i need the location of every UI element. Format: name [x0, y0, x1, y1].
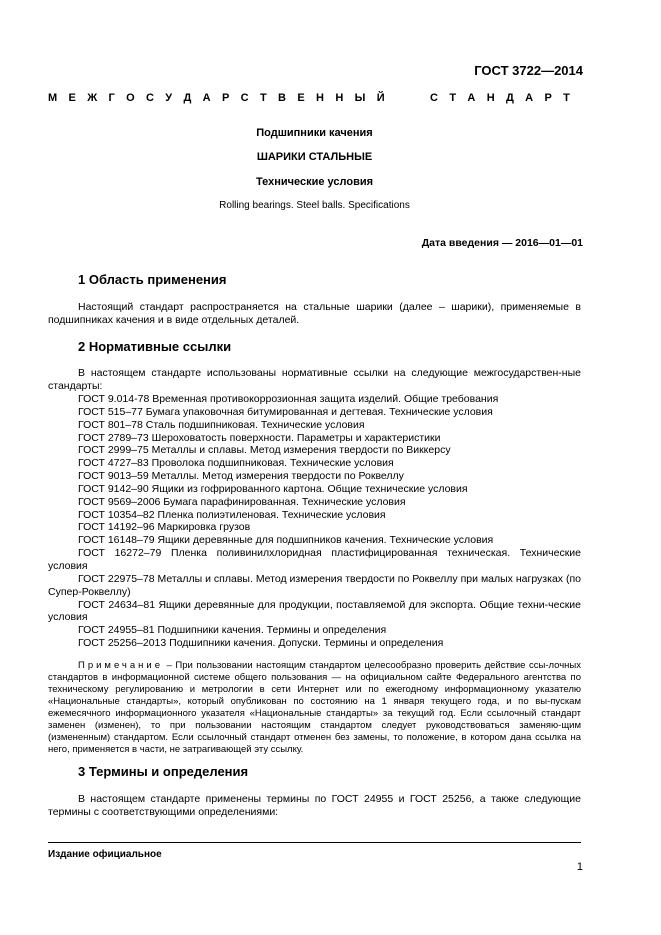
standard-type-letter: В: [278, 92, 286, 104]
standard-type-letter: Н: [335, 92, 344, 104]
reference-item: ГОСТ 16148–79 Ящики деревянные для подшипников качения. Технические условия: [78, 534, 494, 547]
standard-type-letter: У: [165, 92, 173, 104]
standard-type-label: [48, 92, 570, 104]
standard-type-letter: Р: [544, 92, 552, 104]
page-number: 1: [576, 861, 583, 873]
standard-type-letter: М: [48, 92, 58, 104]
section-2-intro: В настоящем стандарте использованы нормативные ссылки на следующие межгосударствен-ные стандарты:: [48, 367, 581, 392]
section-1-text: Настоящий стандарт распространяется на стальные шарики (далее – шарики), применяемые в подшипниках качения и в виде отдельных деталей.: [48, 301, 581, 326]
reference-item: ГОСТ 9.014-78 Временная противокоррозионная защита изделий. Общие требования: [78, 393, 499, 405]
reference-item: ГОСТ 9013–59 Металлы. Метод измерения твердости по Роквеллу: [78, 470, 404, 483]
introduction-date: Дата введения — 2016—01—01: [421, 237, 583, 249]
reference-item: ГОСТ 2999–75 Металлы и сплавы. Метод измерения твердости по Виккерсу: [78, 444, 451, 457]
standard-type-letter: Т: [563, 92, 570, 104]
standard-type-letter: Р: [221, 92, 230, 104]
standard-type-letter: А: [525, 92, 534, 104]
title-line-3: Технические условия: [255, 176, 374, 188]
standard-type-letter: С: [146, 92, 154, 104]
standard-type-letter: С: [240, 92, 249, 104]
title-line-2: ШАРИКИ СТАЛЬНЫЕ: [256, 151, 373, 163]
reference-item: ГОСТ 4727–83 Проволока подшипниковая. Технические условия: [78, 457, 394, 470]
section-3-heading: 3 Термины и определения: [78, 764, 249, 779]
reference-item: ГОСТ 9142–90 Ящики из гофрированного картона. Общие технические условия: [78, 482, 468, 495]
standard-type-letter: Д: [505, 92, 514, 104]
reference-item: ГОСТ 2789–73 Шероховатость поверхности. Параметры и характеристики: [78, 431, 441, 444]
reference-item: ГОСТ 9569–2006 Бумага парафинированная. Технические условия: [78, 495, 406, 508]
edition-label: Издание официальное: [48, 849, 162, 860]
section-2-heading: 2 Нормативные ссылки: [78, 339, 232, 354]
reference-item: ГОСТ 10354–82 Пленка полиэтиленовая. Технические условия: [78, 508, 386, 521]
title-line-1: Подшипники качения: [256, 127, 373, 139]
standard-type-letter: Г: [108, 92, 115, 104]
standard-type-letter: С: [430, 92, 438, 104]
standard-type-letter: Д: [183, 92, 192, 104]
reference-item: ГОСТ 22975–78 Металлы и сплавы. Метод измерения твердости по Роквеллу при малых нагрузках (по Супер-Роквеллу): [48, 572, 581, 598]
note-label: Примечание: [78, 660, 163, 671]
standard-type-letter: Н: [486, 92, 495, 104]
standard-type-letter: Н: [316, 92, 324, 104]
reference-item: ГОСТ 24634–81 Ящики деревянные для продукции, поставляемой для экспорта. Общие техни-ческие условия: [48, 598, 581, 624]
standard-type-letter: Ы: [354, 92, 366, 104]
standard-type-letter: Й: [376, 92, 385, 104]
section-3-text: В настоящем стандарте применены термины по ГОСТ 24955 и ГОСТ 25256, а также следующие термины с соответствующими определениями:: [48, 793, 581, 818]
reference-item: ГОСТ 14192–96 Маркировка грузов: [78, 521, 251, 534]
reference-note: [48, 660, 581, 756]
document-number: ГОСТ 3722—2014: [474, 63, 583, 78]
note-text: – При пользовании настоящим стандартом целесообразно проверить действие ссы-лочных стандартов в информационной системе общего пользования — на официальном сайте Федерального агентства по техническому регулированию и метрологии в сети Интернет или по ежегодному информационному указателю «Национальные стандарты», который опубликован по состоянию на 1 января текущего года, и по вы-пускам ежемесячного информационного указателя «Национальные стандарты» за текущий год. Если ссылочный стандарт заменен (изменен), то при пользовании настоящим стандартом следует руководствоваться заменяю-щим (измененным) стандартом. Если ссылочный стандарт отменен без замены, то положение, в котором дана ссылка на него, применяется в части, не затрагивающей эту ссылку.: [48, 660, 581, 755]
reference-item: ГОСТ 24955–81 Подшипники качения. Термины и определения: [78, 624, 387, 637]
standard-type-letter: Ж: [87, 92, 98, 104]
normative-references-list: [48, 393, 581, 650]
footer-divider: [48, 842, 581, 843]
standard-type-letter: О: [126, 92, 135, 104]
standard-type-letter: А: [467, 92, 476, 104]
standard-type-letter: Т: [259, 92, 267, 104]
section-1-heading: 1 Область применения: [78, 272, 227, 287]
reference-item: ГОСТ 25256–2013 Подшипники качения. Допуски. Термины и определения: [78, 637, 444, 650]
reference-item: ГОСТ 515–77 Бумага упаковочная битумированная и дегтевая. Технические условия: [78, 405, 493, 418]
standard-type-letter: Е: [68, 92, 76, 104]
standard-type-letter: Е: [297, 92, 305, 104]
english-title: Rolling bearings. Steel balls. Specifications: [219, 200, 410, 211]
standard-type-letter: А: [202, 92, 211, 104]
reference-item: ГОСТ 16272–79 Пленка поливинилхлоридная пластифицированная техническая. Технические условия: [48, 547, 581, 572]
reference-item: ГОСТ 801–78 Сталь подшипниковая. Технические условия: [78, 418, 365, 431]
standard-type-letter: Т: [449, 92, 457, 104]
